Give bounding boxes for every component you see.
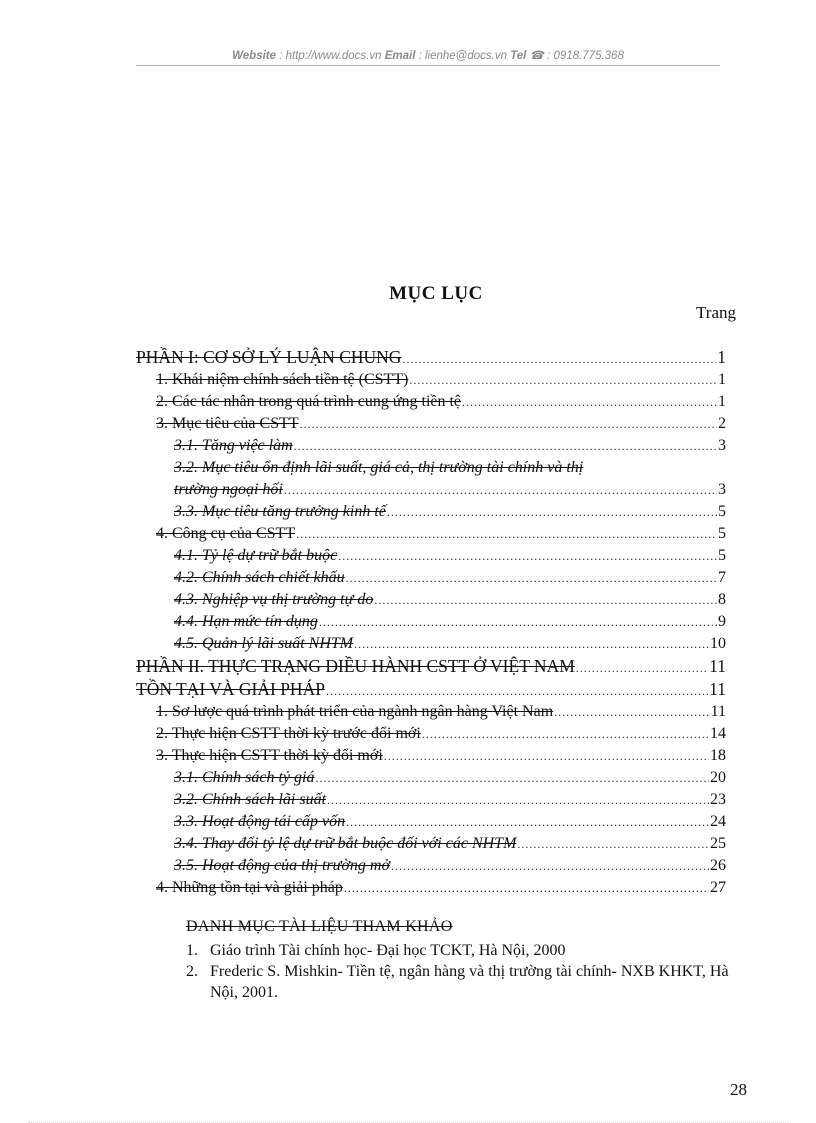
- toc-entry-page: 18: [710, 747, 726, 764]
- toc-entry-page: 26: [710, 857, 726, 874]
- toc-leader-dots: [326, 680, 708, 701]
- toc-leader-dots: [284, 479, 717, 501]
- toc-entry[interactable]: [136, 435, 726, 457]
- toc-entry[interactable]: [136, 346, 726, 369]
- toc-entry[interactable]: [136, 479, 726, 501]
- toc-entry[interactable]: [136, 545, 726, 567]
- toc-leader-dots: [554, 701, 709, 723]
- toc-entry-page: 11: [709, 656, 726, 676]
- website-value: : http://www.docs.vn: [279, 50, 382, 62]
- toc-entry-label: 2. Các tác nhân trong quá trình cung ứng tiền tệ: [156, 393, 462, 410]
- toc-leader-dots: [315, 767, 709, 789]
- email-value: : lienhe@docs.vn: [418, 50, 507, 62]
- toc-entry-page: 11: [709, 679, 726, 699]
- toc-entry[interactable]: [136, 789, 726, 811]
- toc-entry-label: 3. Mục tiêu của CSTT: [156, 415, 299, 432]
- toc-entry[interactable]: [136, 655, 726, 678]
- toc-leader-dots: [346, 811, 709, 833]
- toc-entry[interactable]: [136, 413, 726, 435]
- toc-entry-label: PHẦN II. THỰC TRẠNG ĐIỀU HÀNH CSTT Ở VIỆT NAM: [136, 656, 575, 676]
- toc-entry-label: 4.1. Tỷ lệ dự trữ bắt buộc: [174, 547, 338, 564]
- toc-entry[interactable]: [136, 701, 726, 723]
- toc-entry-label: 4. Những tồn tại và giải pháp: [156, 879, 343, 896]
- toc-entry-label: 3.3. Hoạt động tái cấp vốn: [174, 813, 346, 830]
- toc-entry-page: 1: [718, 371, 726, 388]
- toc-leader-dots: [384, 745, 709, 767]
- reference-text: Frederic S. Mishkin- Tiền tệ, ngân hàng và thị trường tài chính- NXB KHKT, Hà Nội, 2001.: [210, 963, 729, 1001]
- toc-leader-dots: [344, 877, 709, 899]
- toc-entry-page: 9: [718, 613, 726, 630]
- toc-entry[interactable]: [136, 678, 726, 701]
- toc-entry-label: TỒN TẠI VÀ GIẢI PHÁP: [136, 679, 325, 699]
- toc-entry-page: 1: [717, 347, 726, 367]
- references-section: [186, 918, 746, 1003]
- toc-entry[interactable]: [136, 589, 726, 611]
- toc-entry-page: 11: [710, 703, 726, 720]
- reference-number: 2.: [186, 963, 198, 980]
- toc-entry-page: 2: [718, 415, 726, 432]
- toc-entry[interactable]: [136, 611, 726, 633]
- toc-entry-page: 5: [718, 547, 726, 564]
- toc-entry-label: 4.5. Quản lý lãi suất NHTM: [174, 635, 354, 652]
- website-label: Website: [232, 50, 277, 62]
- toc-entry-page: 24: [710, 813, 726, 830]
- toc-leader-dots: [517, 833, 709, 855]
- toc-leader-dots: [338, 545, 717, 567]
- toc-entry-label: 4.4. Hạn mức tín dụng: [174, 613, 318, 630]
- toc-entry-page: 27: [710, 879, 726, 896]
- toc-leader-dots: [374, 589, 717, 611]
- toc-leader-dots: [346, 567, 717, 589]
- toc-entry[interactable]: [136, 811, 726, 833]
- toc-entry-label: 4.2. Chính sách chiết khấu: [174, 569, 345, 586]
- page-column-label: Trang: [696, 303, 736, 322]
- toc-entry[interactable]: [136, 855, 726, 877]
- toc-entry-label: 3.2. Chính sách lãi suất: [174, 791, 327, 808]
- toc-leader-dots: [391, 855, 709, 877]
- toc-leader-dots: [462, 391, 717, 413]
- header-divider: [136, 65, 720, 66]
- toc-entry-label: 3.2. Mục tiêu ổn định lãi suất, giá cả, thị trường tài chính và thị: [174, 459, 584, 476]
- toc-entry-page: 14: [710, 725, 726, 742]
- toc-entry[interactable]: [136, 369, 726, 391]
- toc-entry[interactable]: [136, 523, 726, 545]
- references-title: DANH MỤC TÀI LIỆU THAM KHẢO: [186, 918, 453, 935]
- toc-leader-dots: [422, 723, 709, 745]
- toc-leader-dots: [300, 413, 717, 435]
- toc-entry[interactable]: [136, 457, 726, 479]
- toc-entry[interactable]: [136, 767, 726, 789]
- toc-entry-label: 2. Thực hiện CSTT thời kỳ trước đổi mới: [156, 725, 421, 742]
- toc-entry[interactable]: [136, 833, 726, 855]
- tel-value: ☎ : 0918.775.368: [529, 50, 624, 62]
- toc-entry-label: trường ngoại hối: [174, 481, 283, 498]
- toc-entry-page: 8: [718, 591, 726, 608]
- toc-leader-dots: [294, 435, 717, 457]
- email-label: Email: [384, 50, 416, 62]
- toc-entry-page: 1: [718, 393, 726, 410]
- toc-leader-dots: [402, 348, 716, 369]
- toc-entry-label: 3.1. Chính sách tỷ giá: [174, 769, 315, 786]
- toc-entry-label: 1. Sơ lược quá trình phát triển của ngành ngân hàng Việt Nam: [156, 703, 554, 720]
- toc-entry-page: 10: [710, 635, 726, 652]
- toc-entry-page: 3: [718, 481, 726, 498]
- toc-entry-label: 4. Công cụ của CSTT: [156, 525, 296, 542]
- toc-entry[interactable]: [136, 877, 726, 899]
- toc-entry-label: 1. Khái niệm chính sách tiền tệ (CSTT): [156, 371, 409, 388]
- reference-number: 1.: [186, 942, 198, 959]
- toc-entry[interactable]: [136, 567, 726, 589]
- reference-item: [186, 961, 746, 1003]
- toc-entry-label: 4.3. Nghiệp vụ thị trường tự do: [174, 591, 374, 608]
- toc-entry-label: 3.4. Thay đổi tỷ lệ dự trữ bắt buộc đối với các NHTM: [174, 835, 517, 852]
- toc-leader-dots: [296, 523, 717, 545]
- toc-entry[interactable]: [136, 745, 726, 767]
- toc-leader-dots: [576, 657, 708, 678]
- toc-entry-page: 5: [718, 503, 726, 520]
- toc-entry[interactable]: [136, 501, 726, 523]
- toc-entry-page: 7: [718, 569, 726, 586]
- toc-entry-label: 3.1. Tăng việc làm: [174, 437, 293, 454]
- page-title: MỤC LỤC: [389, 283, 483, 304]
- page-header: [136, 48, 720, 62]
- toc-entry-label: 3.3. Mục tiêu tăng trưởng kinh tế: [174, 503, 386, 520]
- references-list: [186, 940, 746, 1003]
- toc-entry[interactable]: [136, 633, 726, 655]
- toc-entry-page: 3: [718, 437, 726, 454]
- toc-leader-dots: [319, 611, 717, 633]
- toc-entry[interactable]: [136, 723, 726, 745]
- toc-entry-page: 23: [710, 791, 726, 808]
- toc-entry-page: 25: [710, 835, 726, 852]
- toc-leader-dots: [409, 369, 717, 391]
- toc-entry-page: 20: [710, 769, 726, 786]
- reference-text: Giáo trình Tài chính học- Đại học TCKT, Hà Nội, 2000: [210, 942, 566, 959]
- toc-entry[interactable]: [136, 391, 726, 413]
- page-number: 28: [730, 1080, 747, 1099]
- toc-leader-dots: [354, 633, 709, 655]
- toc-entry-label: PHẦN I: CƠ SỞ LÝ LUẬN CHUNG: [136, 347, 402, 367]
- toc-entry-label: 3.5. Hoạt động của thị trường mở: [174, 857, 391, 874]
- toc-entry-page: 5: [718, 525, 726, 542]
- tel-label: Tel: [510, 50, 527, 62]
- table-of-contents: [136, 346, 726, 899]
- toc-entry-label: 3. Thực hiện CSTT thời kỳ đổi mới: [156, 747, 383, 764]
- reference-item: [186, 940, 746, 961]
- toc-leader-dots: [327, 789, 709, 811]
- toc-leader-dots: [387, 501, 717, 523]
